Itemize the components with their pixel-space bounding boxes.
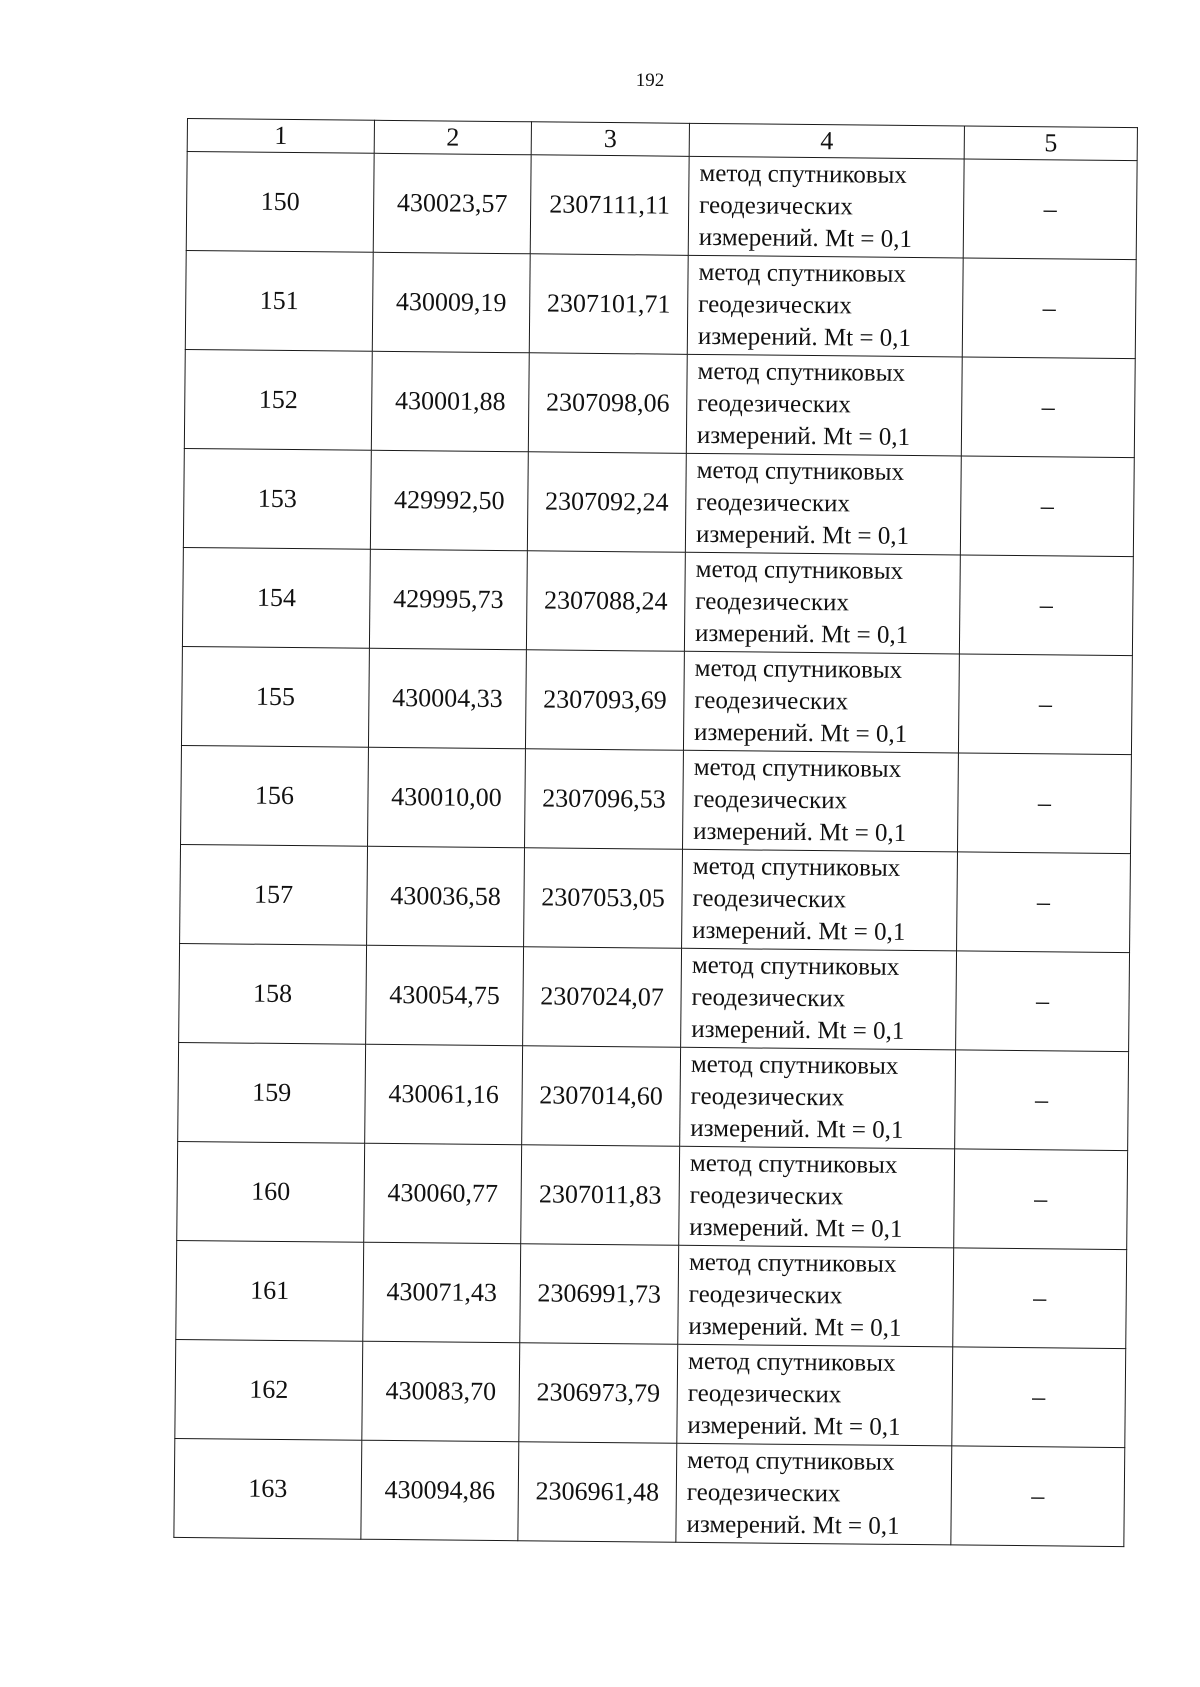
- method-line: геодезических: [697, 389, 852, 419]
- table-row: [182, 547, 1133, 655]
- y-coordinate-cell: 2307098,06: [528, 353, 687, 454]
- method-line: метод спутниковых: [690, 1050, 899, 1080]
- note-cell: –: [955, 1050, 1129, 1151]
- method-line: геодезических: [689, 1181, 844, 1211]
- method-cell: [686, 354, 962, 456]
- point-number-cell: 150: [186, 152, 374, 253]
- method-line: метод спутниковых: [695, 555, 904, 585]
- x-coordinate-cell: 430083,70: [362, 1341, 520, 1442]
- method-line: метод спутниковых: [689, 1149, 898, 1179]
- y-coordinate-cell: 2306973,79: [519, 1343, 678, 1444]
- method-line: геодезических: [693, 785, 848, 815]
- x-coordinate-cell: 430061,16: [365, 1044, 523, 1145]
- method-line: измерений. Mt = 0,1: [698, 223, 913, 253]
- x-coordinate-cell: 430094,86: [361, 1440, 519, 1541]
- method-line: метод спутниковых: [687, 1446, 895, 1476]
- note-cell: –: [958, 654, 1132, 755]
- table-row: [184, 349, 1135, 457]
- x-coordinate-cell: 430009,19: [372, 252, 530, 353]
- table-row: [178, 1042, 1129, 1150]
- method-line: геодезических: [695, 587, 850, 617]
- method-line: метод спутниковых: [699, 159, 908, 189]
- table-row: [180, 844, 1131, 952]
- point-number-cell: 155: [181, 646, 369, 747]
- point-number-cell: 152: [184, 349, 372, 450]
- method-line: метод спутниковых: [692, 852, 901, 882]
- method-line: геодезических: [698, 290, 852, 320]
- table-row: [179, 943, 1130, 1051]
- method-line: геодезических: [699, 191, 853, 221]
- table-row: [186, 152, 1137, 260]
- y-coordinate-cell: 2307011,83: [521, 1145, 680, 1246]
- method-line: геодезических: [686, 1478, 841, 1508]
- y-coordinate-cell: 2307096,53: [525, 749, 684, 850]
- page-number: 192: [635, 70, 665, 91]
- method-line: геодезических: [696, 488, 851, 518]
- method-cell: [684, 552, 960, 654]
- x-coordinate-cell: 430071,43: [363, 1242, 521, 1343]
- method-line: геодезических: [691, 983, 846, 1013]
- table-row: [177, 1141, 1128, 1249]
- method-line: измерений. Mt = 0,1: [686, 1510, 900, 1540]
- note-cell: –: [954, 1149, 1128, 1250]
- method-line: метод спутниковых: [697, 357, 906, 387]
- note-cell: –: [957, 852, 1131, 953]
- x-coordinate-cell: 430054,75: [366, 945, 524, 1046]
- point-number-cell: 162: [175, 1339, 363, 1440]
- point-number-cell: 161: [176, 1240, 364, 1341]
- note-cell: –: [962, 258, 1136, 359]
- method-line: геодезических: [687, 1379, 842, 1409]
- method-line: измерений. Mt = 0,1: [692, 916, 906, 946]
- method-cell: [682, 849, 958, 951]
- x-coordinate-cell: 430060,77: [364, 1143, 522, 1244]
- coordinates-table: [173, 118, 1138, 1547]
- method-line: метод спутниковых: [694, 654, 903, 684]
- method-line: геодезических: [692, 884, 847, 914]
- method-line: геодезических: [694, 686, 849, 716]
- method-line: измерений. Mt = 0,1: [697, 322, 912, 352]
- method-line: метод спутниковых: [691, 951, 900, 981]
- method-line: измерений. Mt = 0,1: [696, 421, 911, 451]
- y-coordinate-cell: 2307053,05: [524, 848, 683, 949]
- point-number-cell: 151: [185, 250, 373, 351]
- method-line: геодезических: [690, 1082, 845, 1112]
- column-header-4: 4: [689, 123, 964, 159]
- note-cell: –: [957, 753, 1131, 854]
- y-coordinate-cell: 2307024,07: [523, 947, 682, 1048]
- column-header-1: 1: [187, 119, 374, 154]
- method-line: метод спутниковых: [688, 1248, 897, 1278]
- coordinates-table-wrapper: [173, 118, 1138, 1547]
- x-coordinate-cell: 429992,50: [370, 450, 528, 551]
- method-line: метод спутниковых: [693, 753, 902, 783]
- note-cell: –: [961, 357, 1135, 458]
- point-number-cell: 157: [180, 844, 368, 945]
- method-cell: [687, 255, 963, 357]
- table-row: [174, 1438, 1125, 1546]
- method-cell: [683, 750, 959, 852]
- point-number-cell: 158: [179, 943, 367, 1044]
- table-body: [174, 152, 1137, 1547]
- method-cell: [688, 156, 964, 258]
- table-row: [183, 448, 1134, 556]
- y-coordinate-cell: 2307111,11: [530, 155, 689, 256]
- x-coordinate-cell: 430036,58: [367, 846, 525, 947]
- y-coordinate-cell: 2307101,71: [529, 254, 688, 355]
- method-cell: [680, 1047, 956, 1149]
- method-line: измерений. Mt = 0,1: [688, 1312, 902, 1342]
- table-row: [181, 646, 1132, 754]
- y-coordinate-cell: 2307092,24: [527, 452, 686, 553]
- method-line: метод спутниковых: [687, 1347, 896, 1377]
- method-line: метод спутниковых: [698, 258, 907, 288]
- y-coordinate-cell: 2307093,69: [525, 650, 684, 751]
- method-line: геодезических: [688, 1280, 843, 1310]
- method-cell: [676, 1443, 952, 1545]
- note-cell: –: [953, 1248, 1127, 1349]
- method-cell: [678, 1245, 954, 1347]
- method-cell: [681, 948, 957, 1050]
- y-coordinate-cell: 2307088,24: [526, 551, 685, 652]
- table-row: [185, 250, 1136, 358]
- note-cell: –: [960, 456, 1134, 557]
- note-cell: –: [959, 555, 1133, 656]
- x-coordinate-cell: 430004,33: [368, 648, 526, 749]
- method-cell: [677, 1344, 953, 1446]
- point-number-cell: 160: [177, 1141, 365, 1242]
- column-header-5: 5: [964, 126, 1137, 161]
- note-cell: –: [956, 951, 1130, 1052]
- point-number-cell: 153: [183, 448, 371, 549]
- point-number-cell: 163: [174, 1438, 362, 1539]
- method-line: измерений. Mt = 0,1: [690, 1114, 904, 1144]
- note-cell: –: [963, 159, 1137, 260]
- method-cell: [683, 651, 959, 753]
- method-line: измерений. Mt = 0,1: [693, 718, 908, 748]
- x-coordinate-cell: 430001,88: [371, 351, 529, 452]
- method-line: измерений. Mt = 0,1: [695, 520, 910, 550]
- column-header-3: 3: [531, 122, 689, 157]
- y-coordinate-cell: 2306961,48: [518, 1442, 677, 1543]
- point-number-cell: 154: [182, 547, 370, 648]
- y-coordinate-cell: 2307014,60: [522, 1046, 681, 1147]
- note-cell: –: [951, 1446, 1125, 1547]
- table-row: [176, 1240, 1127, 1348]
- point-number-cell: 156: [181, 745, 369, 846]
- x-coordinate-cell: 429995,73: [369, 549, 527, 650]
- method-cell: [685, 453, 961, 555]
- x-coordinate-cell: 430023,57: [373, 153, 531, 254]
- method-line: измерений. Mt = 0,1: [687, 1411, 901, 1441]
- method-line: метод спутниковых: [696, 456, 905, 486]
- method-cell: [679, 1146, 955, 1248]
- column-header-2: 2: [374, 120, 531, 155]
- y-coordinate-cell: 2306991,73: [520, 1244, 679, 1345]
- table-row: [175, 1339, 1126, 1447]
- method-line: измерений. Mt = 0,1: [694, 619, 909, 649]
- method-line: измерений. Mt = 0,1: [689, 1213, 903, 1243]
- point-number-cell: 159: [178, 1042, 366, 1143]
- method-line: измерений. Mt = 0,1: [691, 1015, 905, 1045]
- table-row: [181, 745, 1132, 853]
- method-line: измерений. Mt = 0,1: [693, 817, 907, 847]
- x-coordinate-cell: 430010,00: [368, 747, 526, 848]
- note-cell: –: [952, 1347, 1126, 1448]
